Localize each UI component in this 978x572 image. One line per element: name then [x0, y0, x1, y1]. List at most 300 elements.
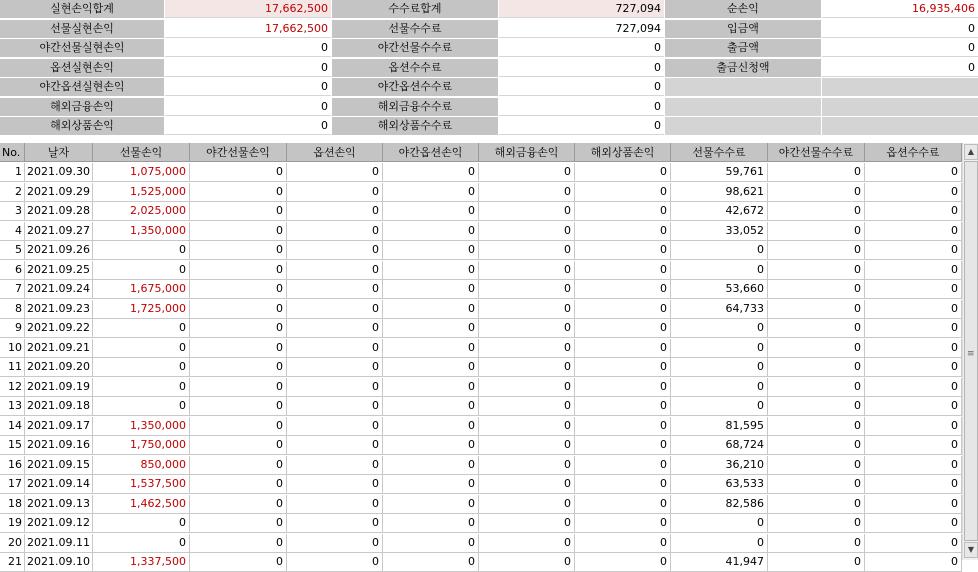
value-cell: 1,750,000	[93, 436, 190, 455]
value-cell: 0	[190, 436, 287, 455]
value-cell: 0	[671, 534, 768, 553]
scroll-down-icon[interactable]: ▼	[964, 542, 978, 558]
value-cell: 0	[768, 514, 865, 533]
date-cell: 2021.09.13	[25, 495, 93, 514]
value-cell: 0	[287, 163, 383, 182]
value-cell: 0	[287, 339, 383, 358]
value-cell: 0	[768, 436, 865, 455]
value-cell: 0	[287, 436, 383, 455]
value-cell: 0	[383, 534, 479, 553]
value-cell: 0	[287, 222, 383, 241]
value-cell: 63,533	[671, 475, 768, 494]
date-cell: 2021.09.10	[25, 553, 93, 572]
date-cell: 2021.09.24	[25, 280, 93, 299]
value-cell: 0	[575, 339, 671, 358]
value-cell: 0	[287, 261, 383, 280]
value-cell: 0	[93, 358, 190, 377]
value-cell: 0	[575, 261, 671, 280]
summary-label: 야간옵션실현손익	[0, 78, 164, 96]
value-cell: 0	[575, 183, 671, 202]
value-cell: 0	[383, 319, 479, 338]
value-cell: 0	[865, 202, 962, 221]
value-cell: 0	[479, 202, 575, 221]
summary-empty-cell	[665, 98, 821, 116]
column-header[interactable]: 선물수수료	[671, 143, 768, 162]
value-cell: 0	[383, 202, 479, 221]
table-row[interactable]	[0, 378, 962, 397]
date-cell: 2021.09.28	[25, 202, 93, 221]
value-cell: 0	[287, 397, 383, 416]
date-cell: 2021.09.15	[25, 456, 93, 475]
summary-value: 0	[822, 20, 978, 38]
value-cell: 0	[383, 397, 479, 416]
value-cell: 0	[190, 163, 287, 182]
value-cell: 0	[190, 397, 287, 416]
value-cell: 0	[865, 319, 962, 338]
date-cell: 2021.09.17	[25, 417, 93, 436]
table-row[interactable]	[0, 339, 962, 358]
value-cell: 0	[383, 495, 479, 514]
value-cell: 0	[383, 417, 479, 436]
value-cell: 0	[287, 183, 383, 202]
value-cell: 0	[865, 397, 962, 416]
value-cell: 0	[287, 514, 383, 533]
value-cell: 82,586	[671, 495, 768, 514]
summary-value: 0	[499, 117, 664, 135]
value-cell: 0	[383, 280, 479, 299]
value-cell: 0	[190, 319, 287, 338]
value-cell: 0	[865, 553, 962, 572]
value-cell: 0	[287, 300, 383, 319]
table-row[interactable]	[0, 202, 962, 221]
summary-value: 0	[165, 78, 331, 96]
value-cell: 0	[671, 339, 768, 358]
value-cell: 0	[93, 378, 190, 397]
value-cell: 0	[479, 456, 575, 475]
table-row[interactable]	[0, 397, 962, 416]
value-cell: 0	[287, 553, 383, 572]
summary-label: 해외금융수수료	[332, 98, 498, 116]
summary-value: 727,094	[499, 20, 664, 38]
value-cell: 0	[865, 300, 962, 319]
value-cell: 0	[865, 163, 962, 182]
value-cell: 0	[93, 261, 190, 280]
value-cell: 0	[287, 417, 383, 436]
value-cell: 0	[287, 495, 383, 514]
summary-empty-cell	[822, 78, 978, 96]
value-cell: 0	[865, 378, 962, 397]
summary-label: 야간선물수수료	[332, 39, 498, 57]
summary-label: 출금액	[665, 39, 821, 57]
value-cell: 0	[575, 300, 671, 319]
value-cell: 0	[768, 397, 865, 416]
summary-value: 0	[165, 59, 331, 77]
value-cell: 0	[768, 241, 865, 260]
table-row[interactable]	[0, 280, 962, 299]
table-row[interactable]	[0, 241, 962, 260]
scroll-up-icon[interactable]: ▲	[964, 144, 978, 160]
value-cell: 1,337,500	[93, 553, 190, 572]
value-cell: 0	[190, 222, 287, 241]
date-cell: 2021.09.30	[25, 163, 93, 182]
value-cell: 0	[575, 358, 671, 377]
value-cell: 0	[865, 534, 962, 553]
column-header[interactable]: 해외상품손익	[575, 143, 671, 162]
value-cell: 0	[479, 495, 575, 514]
summary-value: 0	[165, 117, 331, 135]
table-row[interactable]	[0, 319, 962, 338]
value-cell: 0	[287, 456, 383, 475]
value-cell: 0	[575, 222, 671, 241]
table-row[interactable]	[0, 417, 962, 436]
value-cell: 0	[575, 397, 671, 416]
table-row[interactable]	[0, 163, 962, 182]
summary-label: 선물수수료	[332, 20, 498, 38]
value-cell: 0	[671, 514, 768, 533]
value-cell: 0	[671, 261, 768, 280]
value-cell: 0	[768, 378, 865, 397]
summary-value: 0	[822, 59, 978, 77]
summary-value: 0	[165, 39, 331, 57]
summary-value: 0	[499, 98, 664, 116]
date-cell: 2021.09.26	[25, 241, 93, 260]
value-cell: 0	[575, 514, 671, 533]
date-cell: 2021.09.14	[25, 475, 93, 494]
value-cell: 0	[768, 534, 865, 553]
value-cell: 0	[671, 397, 768, 416]
summary-row	[0, 117, 978, 136]
table-row[interactable]	[0, 475, 962, 494]
value-cell: 1,725,000	[93, 300, 190, 319]
value-cell: 0	[575, 378, 671, 397]
value-cell: 0	[865, 456, 962, 475]
value-cell: 1,537,500	[93, 475, 190, 494]
value-cell: 0	[190, 261, 287, 280]
value-cell: 1,525,000	[93, 183, 190, 202]
row-number: 3	[0, 202, 25, 221]
vertical-scrollbar[interactable]	[962, 143, 978, 560]
value-cell: 0	[479, 378, 575, 397]
value-cell: 0	[768, 163, 865, 182]
column-header[interactable]: 야간옵션손익	[383, 143, 479, 162]
value-cell: 0	[768, 261, 865, 280]
summary-value: 0	[822, 39, 978, 57]
value-cell: 0	[865, 183, 962, 202]
row-number: 8	[0, 300, 25, 319]
table-row[interactable]	[0, 183, 962, 202]
value-cell: 0	[190, 339, 287, 358]
row-number: 5	[0, 241, 25, 260]
value-cell: 0	[865, 417, 962, 436]
summary-empty-cell	[665, 78, 821, 96]
row-number: 14	[0, 417, 25, 436]
summary-empty-cell	[665, 117, 821, 135]
summary-empty-cell	[822, 117, 978, 135]
value-cell: 64,733	[671, 300, 768, 319]
value-cell: 0	[479, 436, 575, 455]
summary-label: 선물실현손익	[0, 20, 164, 38]
value-cell: 0	[768, 183, 865, 202]
value-cell: 0	[383, 183, 479, 202]
table-row[interactable]	[0, 553, 962, 572]
row-number: 4	[0, 222, 25, 241]
value-cell: 0	[479, 183, 575, 202]
value-cell: 0	[865, 358, 962, 377]
value-cell: 1,675,000	[93, 280, 190, 299]
value-cell: 0	[671, 319, 768, 338]
value-cell: 0	[93, 319, 190, 338]
value-cell: 0	[190, 183, 287, 202]
table-header	[0, 143, 962, 163]
value-cell: 0	[383, 436, 479, 455]
value-cell: 0	[479, 339, 575, 358]
column-header[interactable]: 날자	[25, 143, 93, 162]
date-cell: 2021.09.21	[25, 339, 93, 358]
value-cell: 2,025,000	[93, 202, 190, 221]
row-number: 9	[0, 319, 25, 338]
summary-label: 야간선물실현손익	[0, 39, 164, 57]
value-cell: 0	[287, 534, 383, 553]
value-cell: 81,595	[671, 417, 768, 436]
row-number: 6	[0, 261, 25, 280]
value-cell: 0	[575, 456, 671, 475]
value-cell: 0	[865, 280, 962, 299]
column-header[interactable]: 해외금융손익	[479, 143, 575, 162]
value-cell: 0	[865, 339, 962, 358]
table-row[interactable]	[0, 534, 962, 553]
value-cell: 0	[383, 261, 479, 280]
row-number: 17	[0, 475, 25, 494]
value-cell: 36,210	[671, 456, 768, 475]
summary-row	[0, 78, 978, 97]
summary-label: 입금액	[665, 20, 821, 38]
value-cell: 0	[383, 163, 479, 182]
summary-label: 야간옵션수수료	[332, 78, 498, 96]
row-number: 20	[0, 534, 25, 553]
value-cell: 0	[479, 358, 575, 377]
row-number: 18	[0, 495, 25, 514]
summary-label: 옵션실현손익	[0, 59, 164, 77]
summary-value: 0	[165, 98, 331, 116]
value-cell: 0	[479, 417, 575, 436]
value-cell: 0	[671, 358, 768, 377]
summary-label: 해외상품수수료	[332, 117, 498, 135]
date-cell: 2021.09.18	[25, 397, 93, 416]
value-cell: 0	[190, 534, 287, 553]
column-header[interactable]: 선물손익	[93, 143, 190, 162]
table-row[interactable]	[0, 261, 962, 280]
table-row[interactable]	[0, 514, 962, 533]
summary-value: 16,935,406	[822, 0, 978, 18]
value-cell: 0	[575, 553, 671, 572]
value-cell: 0	[575, 495, 671, 514]
value-cell: 0	[575, 417, 671, 436]
value-cell: 0	[93, 339, 190, 358]
row-number: 15	[0, 436, 25, 455]
value-cell: 0	[190, 280, 287, 299]
value-cell: 0	[383, 456, 479, 475]
scroll-thumb[interactable]	[964, 161, 978, 541]
value-cell: 0	[190, 241, 287, 260]
value-cell: 0	[383, 553, 479, 572]
value-cell: 0	[190, 553, 287, 572]
summary-label: 출금신청액	[665, 59, 821, 77]
table-row[interactable]	[0, 222, 962, 241]
value-cell: 0	[190, 456, 287, 475]
value-cell: 53,660	[671, 280, 768, 299]
value-cell: 0	[287, 202, 383, 221]
column-header[interactable]: 야간선물수수료	[768, 143, 865, 162]
value-cell: 0	[287, 378, 383, 397]
value-cell: 0	[671, 241, 768, 260]
value-cell: 850,000	[93, 456, 190, 475]
column-header[interactable]: No.	[0, 143, 25, 162]
value-cell: 0	[383, 241, 479, 260]
value-cell: 0	[479, 163, 575, 182]
row-number: 7	[0, 280, 25, 299]
value-cell: 0	[575, 280, 671, 299]
value-cell: 0	[768, 339, 865, 358]
row-number: 13	[0, 397, 25, 416]
column-header[interactable]: 옵션수수료	[865, 143, 962, 162]
summary-empty-cell	[822, 98, 978, 116]
value-cell: 0	[479, 397, 575, 416]
value-cell: 0	[190, 514, 287, 533]
summary-value: 727,094	[499, 0, 664, 18]
column-header[interactable]: 야간선물손익	[190, 143, 287, 162]
value-cell: 0	[190, 300, 287, 319]
value-cell: 0	[768, 319, 865, 338]
value-cell: 0	[93, 241, 190, 260]
summary-row	[0, 59, 978, 78]
value-cell: 0	[383, 378, 479, 397]
summary-row	[0, 0, 978, 19]
value-cell: 0	[865, 436, 962, 455]
value-cell: 0	[479, 241, 575, 260]
row-number: 2	[0, 183, 25, 202]
row-number: 1	[0, 163, 25, 182]
summary-row	[0, 98, 978, 117]
value-cell: 0	[575, 202, 671, 221]
row-number: 12	[0, 378, 25, 397]
value-cell: 0	[768, 202, 865, 221]
value-cell: 0	[190, 202, 287, 221]
value-cell: 1,075,000	[93, 163, 190, 182]
value-cell: 0	[190, 475, 287, 494]
value-cell: 0	[479, 280, 575, 299]
value-cell: 0	[383, 222, 479, 241]
value-cell: 0	[93, 534, 190, 553]
summary-label: 실현손익합계	[0, 0, 164, 18]
summary-value: 0	[499, 78, 664, 96]
value-cell: 0	[190, 358, 287, 377]
summary-value: 0	[499, 59, 664, 77]
value-cell: 0	[93, 514, 190, 533]
value-cell: 0	[865, 475, 962, 494]
table-row[interactable]	[0, 495, 962, 514]
value-cell: 0	[865, 514, 962, 533]
value-cell: 0	[575, 475, 671, 494]
row-number: 21	[0, 553, 25, 572]
value-cell: 98,621	[671, 183, 768, 202]
value-cell: 0	[768, 456, 865, 475]
value-cell: 0	[768, 300, 865, 319]
value-cell: 0	[190, 495, 287, 514]
value-cell: 0	[768, 222, 865, 241]
summary-value: 0	[499, 39, 664, 57]
table-row[interactable]	[0, 358, 962, 377]
value-cell: 33,052	[671, 222, 768, 241]
summary-panel	[0, 0, 978, 136]
value-cell: 0	[575, 436, 671, 455]
row-number: 10	[0, 339, 25, 358]
date-cell: 2021.09.23	[25, 300, 93, 319]
row-number: 16	[0, 456, 25, 475]
summary-label: 순손익	[665, 0, 821, 18]
row-number: 11	[0, 358, 25, 377]
daily-pnl-table	[0, 143, 962, 568]
value-cell: 0	[383, 300, 479, 319]
value-cell: 0	[575, 241, 671, 260]
value-cell: 0	[190, 378, 287, 397]
value-cell: 0	[865, 241, 962, 260]
value-cell: 0	[671, 378, 768, 397]
value-cell: 0	[383, 358, 479, 377]
table-row[interactable]	[0, 436, 962, 455]
date-cell: 2021.09.25	[25, 261, 93, 280]
value-cell: 0	[768, 358, 865, 377]
value-cell: 0	[575, 163, 671, 182]
value-cell: 0	[190, 417, 287, 436]
grip-icon: ≡	[967, 349, 975, 359]
summary-row	[0, 20, 978, 39]
date-cell: 2021.09.29	[25, 183, 93, 202]
summary-label: 해외상품손익	[0, 117, 164, 135]
value-cell: 0	[383, 475, 479, 494]
summary-value: 17,662,500	[165, 0, 331, 18]
date-cell: 2021.09.12	[25, 514, 93, 533]
summary-row	[0, 39, 978, 58]
value-cell: 0	[287, 319, 383, 338]
summary-value: 17,662,500	[165, 20, 331, 38]
value-cell: 1,350,000	[93, 417, 190, 436]
value-cell: 0	[575, 534, 671, 553]
value-cell: 0	[768, 475, 865, 494]
value-cell: 0	[479, 261, 575, 280]
value-cell: 0	[865, 261, 962, 280]
date-cell: 2021.09.19	[25, 378, 93, 397]
value-cell: 0	[383, 339, 479, 358]
value-cell: 0	[287, 358, 383, 377]
row-number: 19	[0, 514, 25, 533]
date-cell: 2021.09.20	[25, 358, 93, 377]
value-cell: 0	[479, 319, 575, 338]
table-row[interactable]	[0, 456, 962, 475]
value-cell: 41,947	[671, 553, 768, 572]
value-cell: 0	[575, 319, 671, 338]
value-cell: 0	[383, 514, 479, 533]
date-cell: 2021.09.27	[25, 222, 93, 241]
value-cell: 0	[768, 495, 865, 514]
value-cell: 0	[479, 514, 575, 533]
column-header[interactable]: 옵션손익	[287, 143, 383, 162]
value-cell: 0	[93, 397, 190, 416]
date-cell: 2021.09.16	[25, 436, 93, 455]
table-row[interactable]	[0, 300, 962, 319]
value-cell: 1,350,000	[93, 222, 190, 241]
value-cell: 0	[479, 553, 575, 572]
value-cell: 0	[479, 475, 575, 494]
